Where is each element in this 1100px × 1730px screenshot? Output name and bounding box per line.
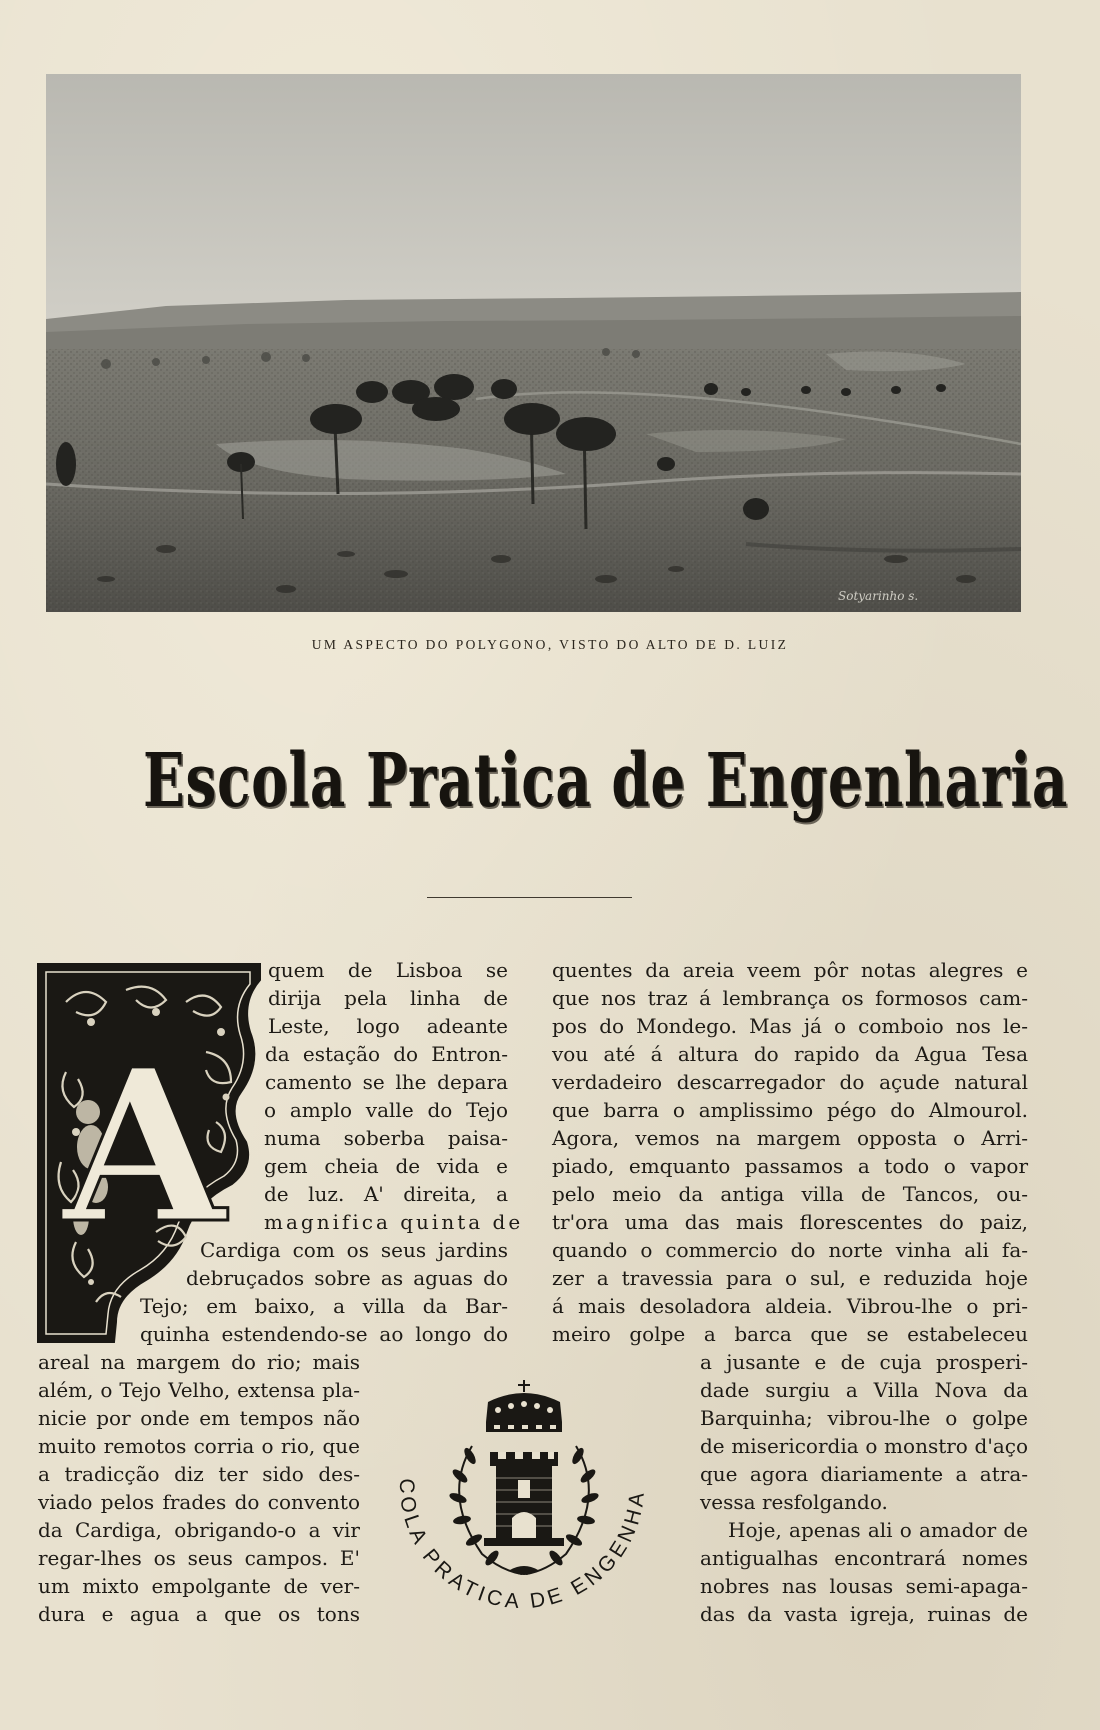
- text-line: gem cheia de vida e: [264, 1154, 508, 1178]
- photographer-signature: Sotyarinho s.: [838, 589, 919, 603]
- text-line: quinha estendendo-se ao longo do: [140, 1322, 508, 1346]
- text-line: viado pelos frades do convento: [38, 1490, 360, 1514]
- text-line: nobres nas lousas semi-apaga-: [700, 1574, 1028, 1598]
- text-line: magnifica quinta de: [264, 1210, 524, 1234]
- text-line: á mais desoladora aldeia. Vibrou-lhe o pri-: [552, 1294, 1028, 1318]
- text-line: Cardiga com os seus jardins: [200, 1238, 508, 1262]
- text-line: piado, emquanto passamos a todo o vapor: [552, 1154, 1028, 1178]
- text-line: Tejo; em baixo, a villa da Bar-: [140, 1294, 508, 1318]
- text-line: o amplo valle do Tejo: [264, 1098, 508, 1122]
- text-line: que barra o amplissimo pégo do Almourol.: [552, 1098, 1028, 1122]
- landscape-photo-illustration: [46, 74, 1021, 612]
- text-line: muito remotos corria o rio, que: [38, 1434, 360, 1458]
- text-line: um mixto empolgante de ver-: [38, 1574, 360, 1598]
- text-line: a tradicção diz ter sido des-: [38, 1462, 360, 1486]
- text-line: quem de Lisboa se: [268, 958, 508, 982]
- article-title: Escola Pratica de Engenharia: [143, 738, 1069, 824]
- castle-tower-icon: [484, 1452, 564, 1546]
- text-line: que nos traz á lembrança os formosos cam-: [552, 986, 1028, 1010]
- text-line: antigualhas encontrará nomes: [700, 1546, 1028, 1570]
- text-line: nicie por onde em tempos não: [38, 1406, 360, 1430]
- text-line: areal na margem do rio; mais: [38, 1350, 360, 1374]
- landscape-photograph: [46, 74, 1021, 612]
- text-line: de misericordia o monstro d'aço: [700, 1434, 1028, 1458]
- text-line: vessa resfolgando.: [700, 1490, 888, 1514]
- text-line: pelo meio da antiga villa de Tancos, ou-: [552, 1182, 1028, 1206]
- photo-caption: UM ASPECTO DO POLYGONO, VISTO DO ALTO DE D. LUIZ: [311, 637, 789, 652]
- emblem-motto: COLA PRATICA DE ENGENHA: [394, 1478, 650, 1614]
- text-line: zer a travessia para o sul, e reduzida hoje: [552, 1266, 1028, 1290]
- text-line: numa soberba paisa-: [264, 1126, 508, 1150]
- text-line: quando o commercio do norte vinha ali fa-: [552, 1238, 1028, 1262]
- text-line: pos do Mondego. Mas já o comboio nos le-: [552, 1014, 1028, 1038]
- text-line: debruçados sobre as aguas do: [186, 1266, 508, 1290]
- text-line: camento se lhe depara: [265, 1070, 508, 1094]
- text-line: de luz. A' direita, a: [264, 1182, 508, 1206]
- text-line: que agora diariamente a atra-: [700, 1462, 1028, 1486]
- text-line: verdadeiro descarregador do açude natural: [552, 1070, 1028, 1094]
- text-line: quentes da areia veem pôr notas alegres e: [552, 958, 1028, 982]
- text-line: Barquinha; vibrou-lhe o golpe: [700, 1406, 1028, 1430]
- emblem-illustration: [372, 1376, 672, 1638]
- text-line: a jusante e de cuja prosperi-: [700, 1350, 1028, 1374]
- title-divider: [427, 897, 632, 898]
- text-line: dirija pela linha de: [268, 986, 508, 1010]
- text-line: dade surgiu a Villa Nova da: [700, 1378, 1028, 1402]
- text-line: Agora, vemos na margem opposta o Arri-: [552, 1126, 1028, 1150]
- text-line: da estação do Entron-: [265, 1042, 508, 1066]
- text-line: dura e agua a que os tons: [38, 1602, 360, 1626]
- school-emblem: [372, 1376, 672, 1638]
- text-line: das da vasta igreja, ruinas de: [700, 1602, 1028, 1626]
- text-line: vou até á altura do rapido da Agua Tesa: [552, 1042, 1028, 1066]
- drop-cap-letter: A: [62, 1023, 226, 1270]
- text-line: regar-lhes os seus campos. E': [38, 1546, 360, 1570]
- text-line: meiro golpe a barca que se estabeleceu: [552, 1322, 1028, 1346]
- text-line: tr'ora uma das mais florescentes do paiz,: [552, 1210, 1028, 1234]
- crown-icon: [486, 1380, 562, 1432]
- text-line: da Cardiga, obrigando-o a vir: [38, 1518, 360, 1542]
- text-line: Hoje, apenas ali o amador de: [728, 1518, 1028, 1542]
- text-line: Leste, logo adeante: [268, 1014, 508, 1038]
- text-line: além, o Tejo Velho, extensa pla-: [38, 1378, 360, 1402]
